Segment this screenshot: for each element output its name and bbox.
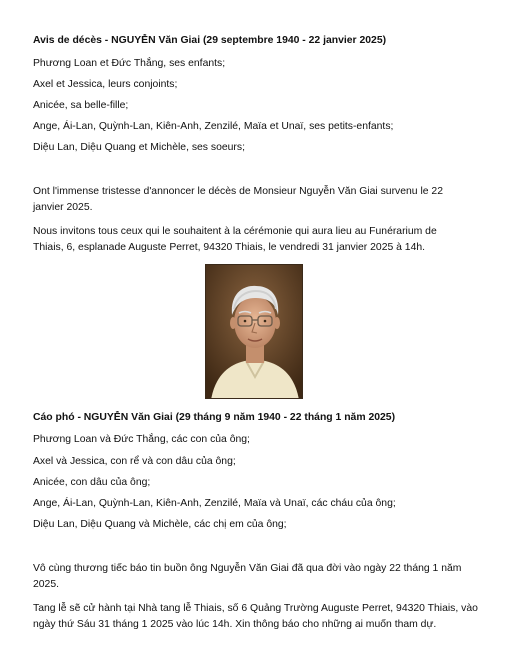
vi-announcement: Vô cùng thương tiếc báo tin buồn ông Nguyễn Văn Giai đã qua đời vào ngày 22 tháng 1 năm 2025. bbox=[33, 563, 462, 590]
fr-invitation: Nous invitons tous ceux qui le souhaitent à la cérémonie qui aura lieu au Funérarium de Thiais, 6, esplanade Auguste Perret, 94320 Thiais, le vendredi 31 janvier 2025 à 14h. bbox=[33, 226, 437, 253]
fr-family-line: Ange, Ái-Lan, Quỳnh-Lan, Kiên-Anh, Zenzilé, Maïa et Unaï, ses petits-enfants; bbox=[33, 121, 394, 132]
fr-family-line: Phương Loan et Đức Thắng, ses enfants; bbox=[33, 58, 226, 69]
vi-family-line: Anicée, con dâu của ông; bbox=[33, 477, 151, 488]
portrait-photo bbox=[205, 264, 303, 399]
vi-invitation: Tang lễ sẽ cử hành tại Nhà tang lễ Thiais, số 6 Quảng Trường Auguste Perret, 94320 Thiais, vào ngày thứ Sáu 31 tháng 1 2025 vào lúc 14h. Xin thông báo cho những ai muốn tham dự. bbox=[33, 603, 478, 630]
vi-family-line: Phương Loan và Đức Thắng, các con của ông; bbox=[33, 434, 250, 445]
vi-family-line: Axel và Jessica, con rể và con dâu của ông; bbox=[33, 456, 236, 467]
fr-announcement: Ont l'immense tristesse d'annoncer le décès de Monsieur Nguyễn Văn Giai survenu le 22 janvier 2025. bbox=[33, 186, 443, 213]
portrait-drawing bbox=[206, 265, 303, 399]
fr-family-line: Diệu Lan, Diệu Quang et Michèle, ses soeurs; bbox=[33, 142, 245, 153]
vi-family-line: Diệu Lan, Diệu Quang và Michèle, các chị em của ông; bbox=[33, 519, 287, 530]
fr-family-line: Anicée, sa belle-fille; bbox=[33, 100, 129, 111]
vi-title: Cáo phó - NGUYỄN Văn Giai (29 tháng 9 năm 1940 - 22 tháng 1 năm 2025) bbox=[33, 412, 396, 423]
vi-family-line: Ange, Ái-Lan, Quỳnh-Lan, Kiên-Anh, Zenzilé, Maïa và Unaï, các cháu của ông; bbox=[33, 498, 396, 509]
fr-family-line: Axel et Jessica, leurs conjoints; bbox=[33, 79, 178, 90]
fr-title: Avis de décès - NGUYỄN Văn Giai (29 septembre 1940 - 22 janvier 2025) bbox=[33, 35, 387, 46]
